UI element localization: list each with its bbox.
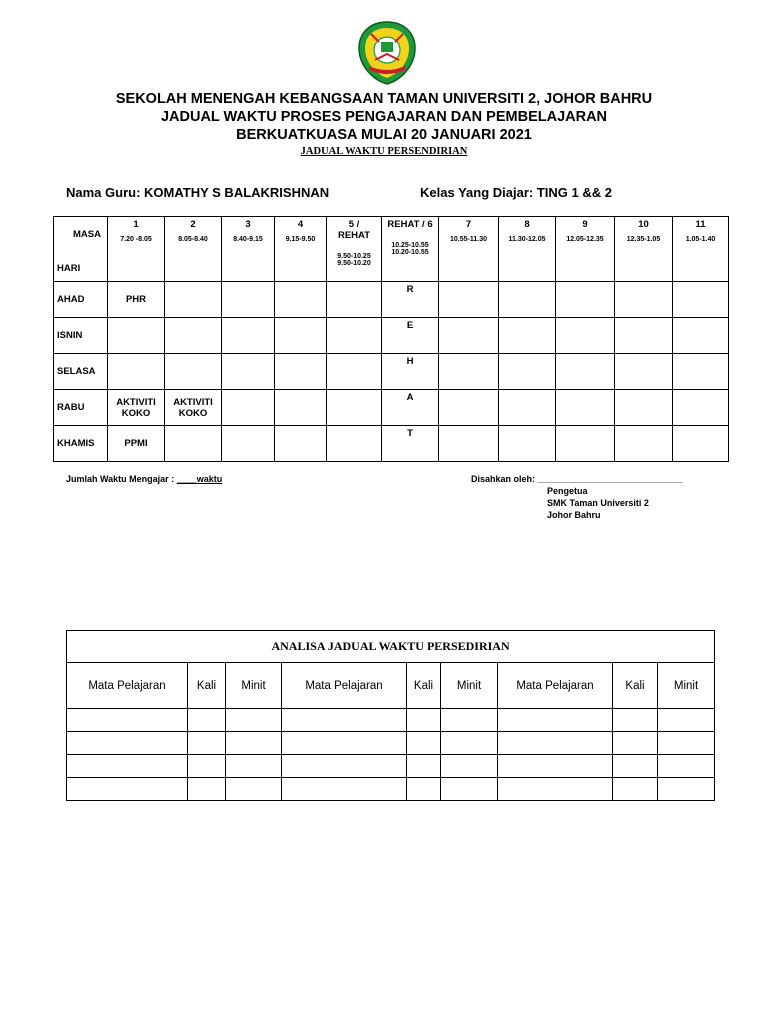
period-header: 3 8.40-9.15 (222, 217, 275, 282)
analysis-header-row (67, 663, 715, 709)
timetable-cell (615, 354, 673, 390)
timetable-cell (615, 426, 673, 462)
timetable (53, 216, 729, 462)
day-label: ISNIN (54, 318, 108, 354)
timetable-cell (165, 354, 222, 390)
timetable-cell (673, 318, 729, 354)
col-kali: Kali (407, 663, 441, 709)
period-header: 10 12.35-1.05 (615, 217, 673, 282)
principal-title: Pengetua (547, 486, 588, 496)
analysis-row (67, 755, 715, 778)
col-subject: Mata Pelajaran (498, 663, 613, 709)
rehat-letter-cell: R (382, 282, 439, 318)
timetable-cell (222, 426, 275, 462)
timetable-cell (615, 282, 673, 318)
period-header: 2 8.05-8.40 (165, 217, 222, 282)
school-short-name: SMK Taman Universiti 2 (547, 498, 649, 508)
teaching-hours-blank: ____ (176, 474, 197, 484)
period-header: 8 11.30-12.05 (499, 217, 556, 282)
timetable-cell (439, 282, 499, 318)
timetable-row-rabu (54, 390, 729, 426)
timetable-cell (439, 318, 499, 354)
period-header: 7 10.55-11.30 (439, 217, 499, 282)
day-label: AHAD (54, 282, 108, 318)
timetable-cell (222, 318, 275, 354)
timetable-cell (222, 390, 275, 426)
timetable-cell (275, 390, 327, 426)
timetable-cell (327, 426, 382, 462)
timetable-cell (499, 426, 556, 462)
day-label: RABU (54, 390, 108, 426)
school-city: Johor Bahru (547, 510, 601, 520)
masa-hari-cell (54, 217, 108, 282)
rehat-letter-cell: H (382, 354, 439, 390)
timetable-cell: AKTIVITI KOKO (108, 390, 165, 426)
timetable-cell (499, 318, 556, 354)
teaching-hours-unit: waktu (196, 474, 223, 484)
period-header-rehat: REHAT / 6 10.25-10.55 10.20-10.55 (382, 217, 439, 282)
col-minit: Minit (441, 663, 498, 709)
timetable-cell: PPMI (108, 426, 165, 462)
timetable-cell (108, 318, 165, 354)
timetable-cell (275, 318, 327, 354)
timetable-cell (615, 390, 673, 426)
day-label: KHAMIS (54, 426, 108, 462)
period-header: 9 12.05-12.35 (556, 217, 615, 282)
timetable-cell (327, 354, 382, 390)
timetable-cell (165, 318, 222, 354)
timetable-cell (499, 354, 556, 390)
classes-taught: Kelas Yang Diajar: TING 1 && 2 (420, 185, 612, 200)
timetable-cell (556, 318, 615, 354)
timetable-cell (673, 426, 729, 462)
timetable-cell (439, 390, 499, 426)
col-kali: Kali (188, 663, 226, 709)
period-header-rehat: 5 / REHAT 9.50-10.25 9.50-10.20 (327, 217, 382, 282)
timetable-cell (222, 282, 275, 318)
teaching-hours-line (66, 474, 222, 484)
analysis-row (67, 778, 715, 801)
day-label: SELASA (54, 354, 108, 390)
timetable-cell (165, 426, 222, 462)
timetable-cell (165, 282, 222, 318)
analysis-table (66, 630, 715, 801)
timetable-cell (327, 282, 382, 318)
teacher-name: Nama Guru: KOMATHY S BALAKRISHNAN (66, 185, 330, 200)
timetable-row-isnin (54, 318, 729, 354)
timetable-cell (556, 390, 615, 426)
timetable-cell (439, 354, 499, 390)
timetable-cell (108, 354, 165, 390)
period-header: 1 7.20 -8.05 (108, 217, 165, 282)
analysis-row (67, 732, 715, 755)
timetable-row-ahad (54, 282, 729, 318)
timetable-row-selasa (54, 354, 729, 390)
timetable-row-khamis (54, 426, 729, 462)
hari-label: HARI (57, 263, 81, 274)
approved-by-line: Disahkan oleh: _____________________________ (471, 474, 683, 484)
timetable-header-row (54, 217, 729, 282)
timetable-cell (327, 390, 382, 426)
document-title: JADUAL WAKTU PROSES PENGAJARAN DAN PEMBELAJARAN (160, 109, 608, 125)
timetable-cell (275, 354, 327, 390)
col-minit: Minit (658, 663, 715, 709)
timetable-cell (556, 282, 615, 318)
timetable-cell (556, 354, 615, 390)
teaching-hours-label: Jumlah Waktu Mengajar : (66, 474, 175, 484)
timetable-cell (673, 390, 729, 426)
timetable-cell (499, 282, 556, 318)
school-name: SEKOLAH MENENGAH KEBANGSAAN TAMAN UNIVERSITI 2, JOHOR BAHRU (115, 91, 653, 107)
rehat-letter-cell: A (382, 390, 439, 426)
document-subtitle: JADUAL WAKTU PERSENDIRIAN (300, 146, 468, 157)
col-minit: Minit (226, 663, 282, 709)
timetable-cell (439, 426, 499, 462)
timetable-cell: PHR (108, 282, 165, 318)
timetable-cell (275, 426, 327, 462)
col-subject: Mata Pelajaran (67, 663, 188, 709)
analysis-title: ANALISA JADUAL WAKTU PERSEDIRIAN (67, 631, 715, 663)
timetable-cell (222, 354, 275, 390)
period-header: 11 1.05-1.40 (673, 217, 729, 282)
school-crest-logo (357, 20, 417, 86)
masa-label: MASA (73, 229, 101, 240)
period-header: 4 9.15-9.50 (275, 217, 327, 282)
timetable-cell (499, 390, 556, 426)
analysis-row (67, 709, 715, 732)
timetable-cell (673, 354, 729, 390)
effective-date: BERKUATKUASA MULAI 20 JANUARI 2021 (236, 127, 532, 143)
col-subject: Mata Pelajaran (282, 663, 407, 709)
rehat-letter-cell: E (382, 318, 439, 354)
timetable-cell: AKTIVITI KOKO (165, 390, 222, 426)
timetable-cell (615, 318, 673, 354)
rehat-letter-cell: T (382, 426, 439, 462)
timetable-cell (327, 318, 382, 354)
col-kali: Kali (613, 663, 658, 709)
timetable-cell (275, 282, 327, 318)
timetable-cell (673, 282, 729, 318)
timetable-cell (556, 426, 615, 462)
